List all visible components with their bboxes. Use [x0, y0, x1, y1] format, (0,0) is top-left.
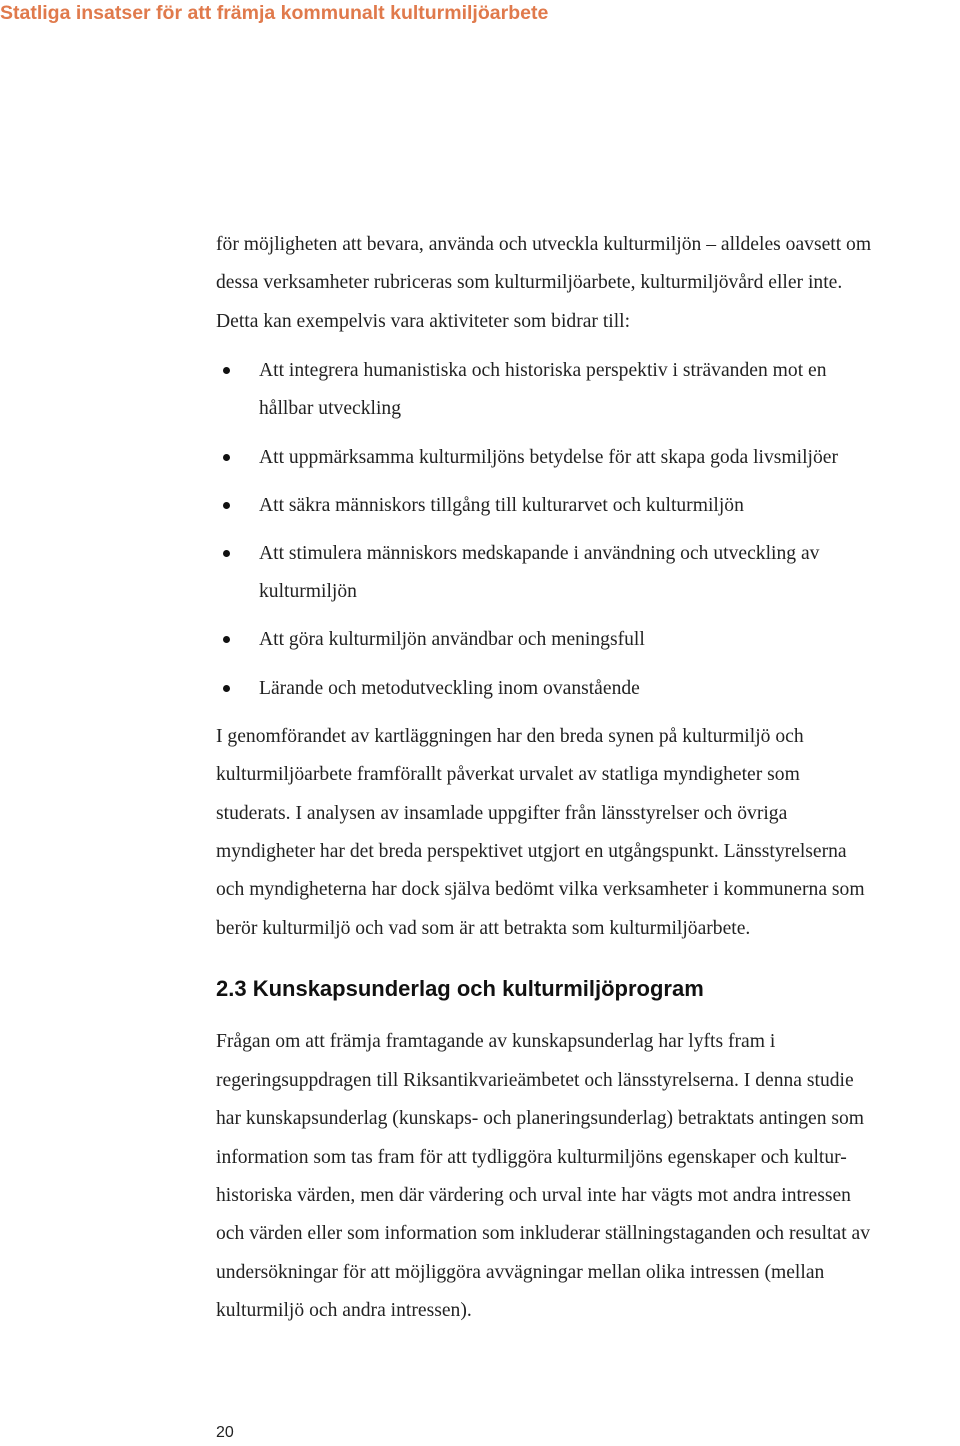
bullet-dot-icon [223, 550, 230, 557]
bullet-line: kulturmiljön [259, 581, 357, 603]
running-header-title: Statliga insatser för att främja kommunalt kulturmiljöarbete [0, 2, 549, 24]
survey-paragraph [216, 718, 960, 948]
paragraph-line: har kunskapsunderlag (kunskaps- och planeringsunderlag) betraktats antingen som [216, 1108, 865, 1130]
bullet-dot-icon [223, 367, 230, 374]
bullet-line: hållbar utveckling [259, 398, 402, 420]
bullet-line: Att integrera humanistiska och historiska perspektiv i strävanden mot en [259, 360, 827, 382]
bullet-dot-icon [223, 502, 230, 509]
paragraph-line: myndigheter har det breda perspektivet utgjort en utgångspunkt. Länsstyrelserna [216, 841, 847, 863]
activity-bullet-list [216, 352, 960, 708]
section-heading: 2.3 Kunskapsunderlag och kulturmiljöprogram [216, 976, 704, 1002]
paragraph-line: Frågan om att främja framtagande av kunskapsunderlag har lyfts fram i [216, 1031, 776, 1053]
paragraph-line: regeringsuppdragen till Riksantikvarieämbetet och länsstyrelserna. I denna studie [216, 1069, 854, 1091]
bullet-item [216, 487, 960, 525]
bullet-dot-icon [223, 454, 230, 461]
bullet-item [216, 439, 960, 477]
bullet-item [216, 535, 960, 611]
paragraph-line: information som tas fram för att tydliggöra kulturmiljöns egenskaper och kultur- [216, 1146, 847, 1168]
page-body [216, 226, 960, 1331]
paragraph-line: kulturmiljö och andra intressen). [216, 1300, 472, 1322]
bullet-item [216, 621, 960, 659]
paragraph-line: historiska värden, men där värdering och urval inte har vägts mot andra intressen [216, 1184, 851, 1206]
intro-line: för möjligheten att bevara, använda och utveckla kulturmiljön – alldeles oavsett om [216, 234, 872, 255]
page-number: 20 [216, 1424, 234, 1441]
intro-line: Detta kan exempelvis vara aktiviteter som bidrar till: [216, 310, 631, 332]
bullet-item [216, 352, 960, 428]
paragraph-line: berör kulturmiljö och vad som är att betrakta som kulturmiljöarbete. [216, 917, 751, 939]
bullet-line: Att uppmärksamma kulturmiljöns betydelse för att skapa goda livsmiljöer [259, 446, 838, 468]
bullet-line: Lärande och metodutveckling inom ovanstående [259, 677, 640, 699]
bullet-item [216, 670, 960, 708]
bullet-line: Att göra kulturmiljön användbar och meningsfull [259, 629, 645, 651]
intro-line: dessa verksamheter rubriceras som kulturmiljöarbete, kulturmiljövård eller inte. [216, 272, 843, 294]
bullet-dot-icon [223, 685, 230, 692]
knowledge-base-paragraph [216, 1023, 960, 1330]
bullet-line: Att stimulera människors medskapande i användning och utveckling av [259, 543, 820, 565]
paragraph-line: undersökningar för att möjliggöra avvägningar mellan olika intressen (mellan [216, 1261, 825, 1283]
paragraph-line: kulturmiljöarbete framförallt påverkat urvalet av statliga myndigheter som [216, 764, 800, 786]
intro-paragraph [216, 226, 960, 341]
paragraph-line: och värden eller som information som inkluderar ställningstaganden och resultat av [216, 1223, 871, 1245]
bullet-line: Att säkra människors tillgång till kulturarvet och kulturmiljön [259, 494, 744, 516]
paragraph-line: och myndigheterna har dock själva bedömt vilka verksamheter i kommunerna som [216, 879, 865, 901]
paragraph-line: I genomförandet av kartläggningen har den breda synen på kulturmiljö och [216, 725, 804, 747]
bullet-dot-icon [223, 636, 230, 643]
paragraph-line: studerats. I analysen av insamlade uppgifter från länsstyrelser och övriga [216, 802, 788, 824]
